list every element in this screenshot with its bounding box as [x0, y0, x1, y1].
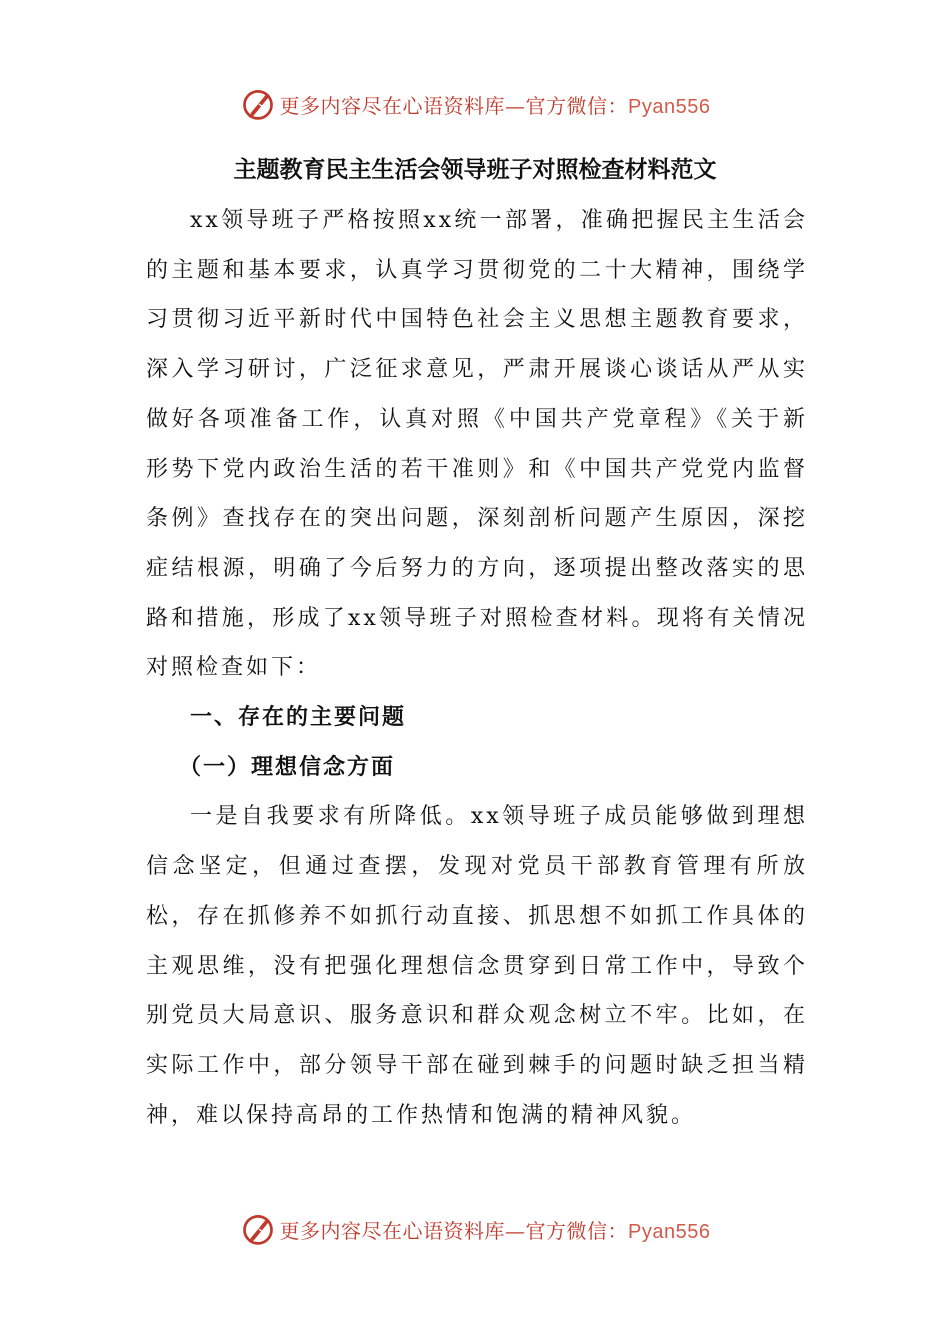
intro-paragraph: xx领导班子严格按照xx统一部署，准确把握民主生活会的主题和基本要求，认真学习贯彻党的二十大精神，围绕学习贯彻习近平新时代中国特色社会主义思想主题教育要求，深入学习研讨，广泛征求意见，严肃开展谈心谈话从严从实做好各项准备工作，认真对照《中国共产党章程》《关于新形势下党内政治生活的若干准则》和《中国共产党党内监督条例》查找存在的突出问题，深刻剖析问题产生原因，深挖症结根源，明确了今后努力的方向，逐项提出整改落实的思路和措施，形成了xx领导班子对照检查材料。现将有关情况对照检查如下： [146, 208, 808, 681]
document-title: 主题教育民主生活会领导班子对照检查材料范文 [233, 157, 717, 183]
document-body [146, 196, 808, 1140]
body-paragraph: 一是自我要求有所降低。xx领导班子成员能够做到理想信念坚定，但通过查摆，发现对党员干部教育管理有所放松，存在抓修养不如抓行动直接、抓思想不如抓工作具体的主观思维，没有把强化理想信念贯穿到日常工作中，导致个别党员大局意识、服务意识和群众观念树立不牢。比如，在实际工作中，部分领导干部在碰到棘手的问题时缺乏担当精神，难以保持高昂的工作热情和饱满的精神风貌。 [146, 804, 808, 1128]
watermark-wechat-id: Pyan556 [628, 95, 711, 118]
subsection-heading: （一）理想信念方面 [179, 754, 396, 780]
watermark-wechat-id: Pyan556 [628, 1220, 711, 1243]
watermark-text: 更多内容尽在心语资料库—官方微信：Pyan556 [279, 93, 711, 118]
watermark-footer [0, 1209, 950, 1249]
pen-circle-logo-icon [240, 1211, 276, 1247]
watermark-text: 更多内容尽在心语资料库—官方微信：Pyan556 [279, 1218, 711, 1243]
watermark-header [0, 84, 950, 124]
section-heading: 一、存在的主要问题 [190, 705, 407, 731]
pen-circle-logo-icon [240, 86, 276, 122]
